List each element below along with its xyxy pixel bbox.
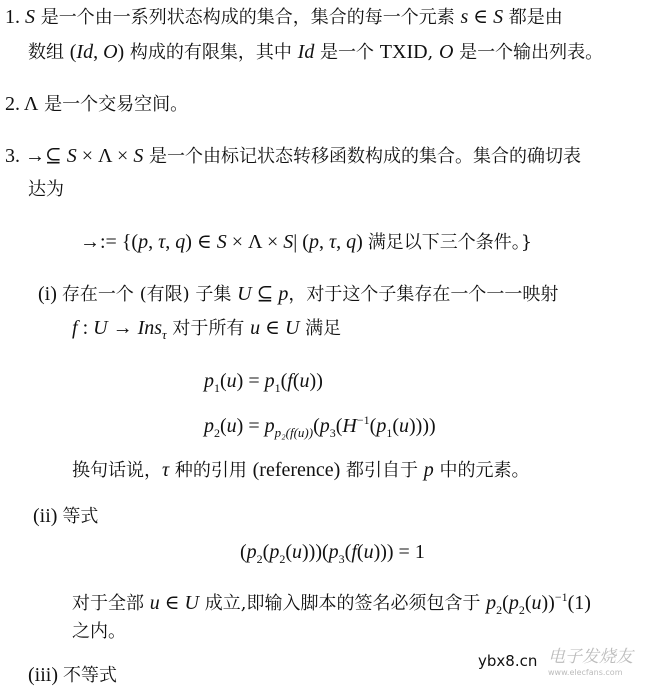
math-segment: (i)	[38, 283, 62, 305]
math-segment: U	[184, 592, 199, 614]
math-segment: u	[399, 415, 409, 437]
condition-2-line-3	[72, 620, 126, 644]
math-segment: (	[369, 415, 377, 437]
math-segment: Λ	[23, 93, 39, 115]
math-segment: ⊆	[251, 283, 279, 305]
text-segment: 换句话说，	[72, 460, 162, 481]
math-segment: (	[240, 541, 247, 563]
math-segment: 1	[214, 381, 220, 395]
text-segment: 达为	[28, 179, 64, 200]
math-segment: ∈	[468, 6, 494, 28]
math-segment: U	[237, 283, 252, 305]
math-segment: f	[351, 541, 357, 563]
math-segment: TXID	[379, 41, 428, 63]
math-segment: ,	[148, 231, 159, 253]
math-segment: U	[93, 317, 108, 339]
math-segment: (	[220, 370, 227, 392]
math-segment: ,	[318, 231, 329, 253]
math-segment: 3	[338, 552, 345, 566]
equation-3	[240, 540, 425, 571]
math-segment: f	[72, 317, 78, 339]
text-segment: 构成的有限集，其中	[124, 42, 298, 63]
math-segment: 2	[496, 603, 503, 617]
math-segment: u	[299, 370, 310, 392]
item-1-line-1	[5, 5, 563, 30]
math-segment: ))	[309, 370, 323, 392]
math-segment: p	[308, 231, 319, 253]
math-segment: →⊆	[25, 145, 67, 167]
math-segment: p	[376, 415, 387, 437]
math-segment: × Λ ×	[226, 231, 284, 253]
text-segment: 成立,即输入脚本的签名必须包含于	[199, 593, 487, 614]
math-segment: (	[280, 370, 288, 392]
math-segment: U	[284, 317, 300, 339]
equation-1	[204, 369, 323, 400]
math-segment: τ	[162, 327, 167, 342]
text-segment: 是一个	[314, 42, 380, 63]
math-segment: (	[356, 541, 364, 563]
text-segment: 种的引用	[169, 460, 253, 481]
math-segment: Ins	[137, 317, 163, 339]
math-segment: ,	[93, 41, 104, 63]
text-segment: 中的元素。	[433, 460, 530, 481]
math-segment: f	[287, 370, 293, 392]
math-segment: q	[346, 231, 357, 253]
math-segment: u	[292, 541, 303, 563]
set-definition-formula	[80, 230, 532, 255]
math-segment: p	[264, 370, 275, 392]
condition-1-line-2	[72, 316, 341, 347]
condition-3-line-1	[28, 663, 117, 688]
text-segment: ，对于这个子集存在一个一一映射	[288, 284, 559, 305]
math-segment: (	[262, 541, 270, 563]
math-segment: →:= {(	[80, 231, 139, 253]
text-segment: 对于所有	[166, 318, 251, 339]
item-1-line-2	[28, 40, 603, 65]
item-3-line-1	[5, 144, 581, 169]
math-segment: (	[292, 370, 300, 392]
text-segment: 是一个输出列表。	[453, 42, 604, 63]
math-segment: O	[103, 41, 118, 63]
math-segment: (	[69, 41, 77, 63]
math-segment: O	[439, 41, 454, 63]
math-segment: Id	[297, 41, 315, 63]
math-segment: p₂(f(u))	[274, 425, 314, 440]
math-segment: ) ∈	[185, 231, 217, 253]
item-2	[5, 92, 188, 117]
math-segment: Id	[76, 41, 94, 63]
math-segment: p	[138, 231, 149, 253]
math-segment: 1.	[5, 6, 25, 28]
math-segment: p	[328, 541, 339, 563]
text-segment: 都是由	[503, 7, 563, 28]
math-segment: ∈	[260, 317, 285, 339]
math-segment: ))) = 1	[373, 541, 425, 563]
math-segment: 1	[386, 426, 393, 440]
text-segment: 是一个由标记状态转移函数构成的集合。集合的确切表	[143, 146, 582, 167]
math-segment: (	[285, 541, 293, 563]
text-segment: 是一个交易空间。	[38, 94, 189, 115]
math-segment: τ	[162, 459, 170, 481]
math-segment: p	[278, 283, 289, 305]
math-segment: p	[204, 370, 214, 392]
math-segment: p	[204, 415, 214, 437]
math-segment: p	[423, 459, 434, 481]
condition-1-line-3	[72, 458, 530, 483]
math-segment: ) =	[236, 415, 265, 437]
math-segment: p	[246, 541, 257, 563]
math-segment: u	[226, 370, 237, 392]
math-segment: −1	[356, 413, 370, 427]
math-segment: | (	[293, 231, 309, 253]
math-segment: (	[335, 415, 343, 437]
math-segment: ))	[541, 592, 555, 614]
math-segment: S	[493, 6, 504, 28]
math-segment: S	[25, 6, 35, 28]
text-segment: 对于全部	[72, 593, 150, 614]
text-segment: 都引自于	[340, 460, 424, 481]
math-segment: s	[460, 6, 469, 28]
math-segment: τ	[328, 231, 337, 253]
math-segment: u	[226, 415, 237, 437]
math-segment: (	[344, 541, 352, 563]
text-segment: ,	[427, 42, 439, 63]
math-segment: ,	[336, 231, 347, 253]
math-segment: ∈	[159, 592, 185, 614]
math-segment: S	[133, 145, 144, 167]
text-segment: 存在一个 (有限) 子集	[61, 284, 238, 305]
math-segment: (ii)	[33, 505, 63, 527]
watermark-site: ybx8.cn	[478, 652, 538, 670]
math-segment: H	[342, 415, 357, 437]
text-segment: 等式	[62, 506, 99, 527]
condition-2-line-2	[72, 585, 591, 622]
math-segment: )))(	[302, 541, 329, 563]
math-segment: × Λ ×	[76, 145, 134, 167]
math-segment: 1	[274, 381, 281, 395]
math-segment: S	[283, 231, 294, 253]
watermark-brand: 电子发烧友	[548, 647, 633, 667]
condition-2-line-1	[33, 504, 98, 529]
math-segment: u	[531, 592, 542, 614]
math-segment: p	[508, 592, 519, 614]
math-segment: 2	[518, 603, 525, 617]
equation-2	[204, 408, 436, 445]
math-segment: 2	[256, 552, 263, 566]
math-segment: u	[149, 592, 160, 614]
math-segment: (	[313, 415, 320, 437]
text-segment: 不等式	[63, 665, 117, 686]
math-segment: 2.	[5, 93, 24, 115]
math-segment: )	[117, 41, 125, 63]
math-segment: −1	[554, 590, 568, 604]
math-segment: )	[356, 231, 368, 253]
math-segment: 3	[329, 426, 336, 440]
math-segment: S	[216, 231, 227, 253]
math-segment: p	[319, 415, 330, 437]
math-segment: τ	[158, 231, 166, 253]
item-3-line-2	[28, 178, 64, 202]
text-segment: 是一个由一系列状态构成的集合，集合的每一个元素	[35, 7, 461, 28]
math-segment: (1)	[567, 592, 591, 614]
math-segment: 3.	[5, 145, 25, 167]
math-segment: u	[250, 317, 261, 339]
condition-1-line-1	[38, 282, 558, 307]
math-segment: p	[269, 541, 280, 563]
text-segment: 之内。	[72, 621, 126, 642]
math-segment: p	[264, 415, 275, 437]
math-segment: ) =	[236, 370, 265, 392]
text-segment: 满足以下三个条件。}	[367, 232, 533, 253]
math-segment: (reference)	[252, 459, 341, 481]
text-segment: 数组	[28, 42, 70, 63]
math-segment: 2	[214, 426, 220, 440]
math-segment: (	[502, 592, 509, 614]
watermark-url: www.elecfans.com	[548, 668, 623, 677]
math-segment: S	[66, 145, 77, 167]
math-segment: (	[220, 415, 227, 437]
math-segment: →	[107, 317, 138, 339]
math-segment: 2	[279, 552, 286, 566]
math-segment: :	[77, 317, 94, 339]
math-segment: (	[392, 415, 399, 437]
text-segment: 满足	[299, 318, 342, 339]
math-segment: ,	[165, 231, 176, 253]
math-segment: (	[524, 592, 532, 614]
math-segment: ))))	[409, 415, 436, 437]
math-segment: q	[175, 231, 186, 253]
math-segment: (iii)	[28, 664, 63, 686]
math-segment: p	[486, 592, 497, 614]
math-segment: u	[363, 541, 374, 563]
